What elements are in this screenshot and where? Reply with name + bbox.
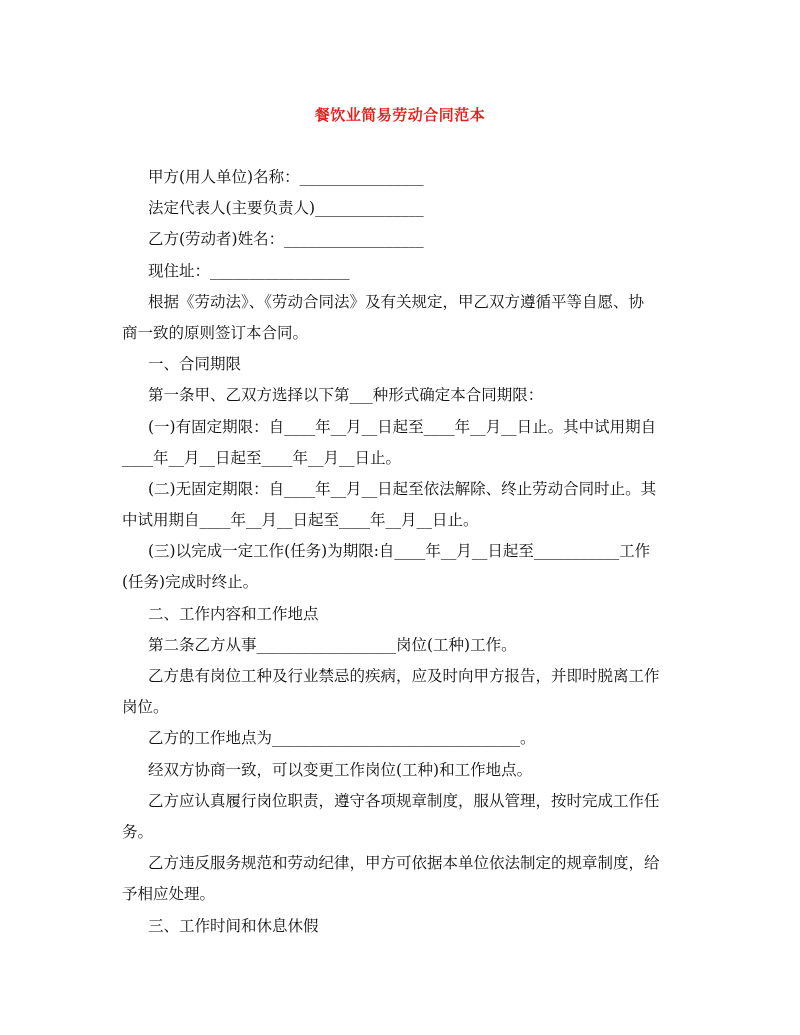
text-line: (三)以完成一定工作(任务)为期限:自____年__月__日起至___________工作	[148, 542, 651, 561]
text-line: 第二条乙方从事__________________岗位(工种)工作。	[148, 635, 517, 654]
text-line: 予相应处理。	[122, 885, 216, 904]
text-line: (任务)完成时终止。	[122, 573, 259, 592]
text-line: 岗位。	[122, 698, 169, 717]
text-line: (一)有固定期限：自____年__月__日起至____年__月__日止。其中试用期自	[148, 417, 657, 436]
text-line: 乙方应认真履行岗位职责，遵守各项规章制度，服从管理，按时完成工作任	[148, 791, 660, 810]
text-line: 甲方(用人单位)名称：________________	[148, 168, 424, 186]
text-line: 经双方协商一致，可以变更工作岗位(工种)和工作地点。	[148, 760, 533, 779]
text-line: 乙方患有岗位工种及行业禁忌的疾病，应及时向甲方报告，并即时脱离工作	[148, 667, 660, 685]
document-title: 餐饮业简易劳动合同范本	[314, 106, 486, 124]
text-line: 乙方违反服务规范和劳动纪律，甲方可依据本单位依法制定的规章制度，给	[148, 854, 660, 873]
text-line: 一、合同期限	[148, 355, 242, 374]
text-line: 二、工作内容和工作地点	[148, 604, 319, 623]
text-line: 法定代表人(主要负责人)______________	[148, 199, 424, 218]
document-body	[122, 162, 682, 942]
text-line: 第一条甲、乙双方选择以下第___种形式确定本合同期限：	[148, 386, 544, 405]
text-line: 根据《劳动法》、《劳动合同法》及有关规定，甲乙双方遵循平等自愿、协	[148, 292, 645, 311]
text-line: 现住址：__________________	[148, 261, 350, 280]
text-line: 务。	[122, 822, 154, 841]
text-line: 三、工作时间和休息休假	[148, 916, 319, 935]
text-line: ____年__月__日起至____年__月__日止。	[122, 448, 402, 467]
text-line: 中试用期自____年__月__日起至____年__月__日止。	[122, 511, 479, 530]
text-line: 乙方(劳动者)姓名：__________________	[148, 230, 424, 249]
text-line: 商一致的原则签订本合同。	[122, 323, 309, 342]
text-line: (二)无固定期限：自____年__月__日起至依法解除、终止劳动合同时止。其	[148, 479, 657, 498]
text-line: 乙方的工作地点为________________________________。	[148, 729, 536, 748]
